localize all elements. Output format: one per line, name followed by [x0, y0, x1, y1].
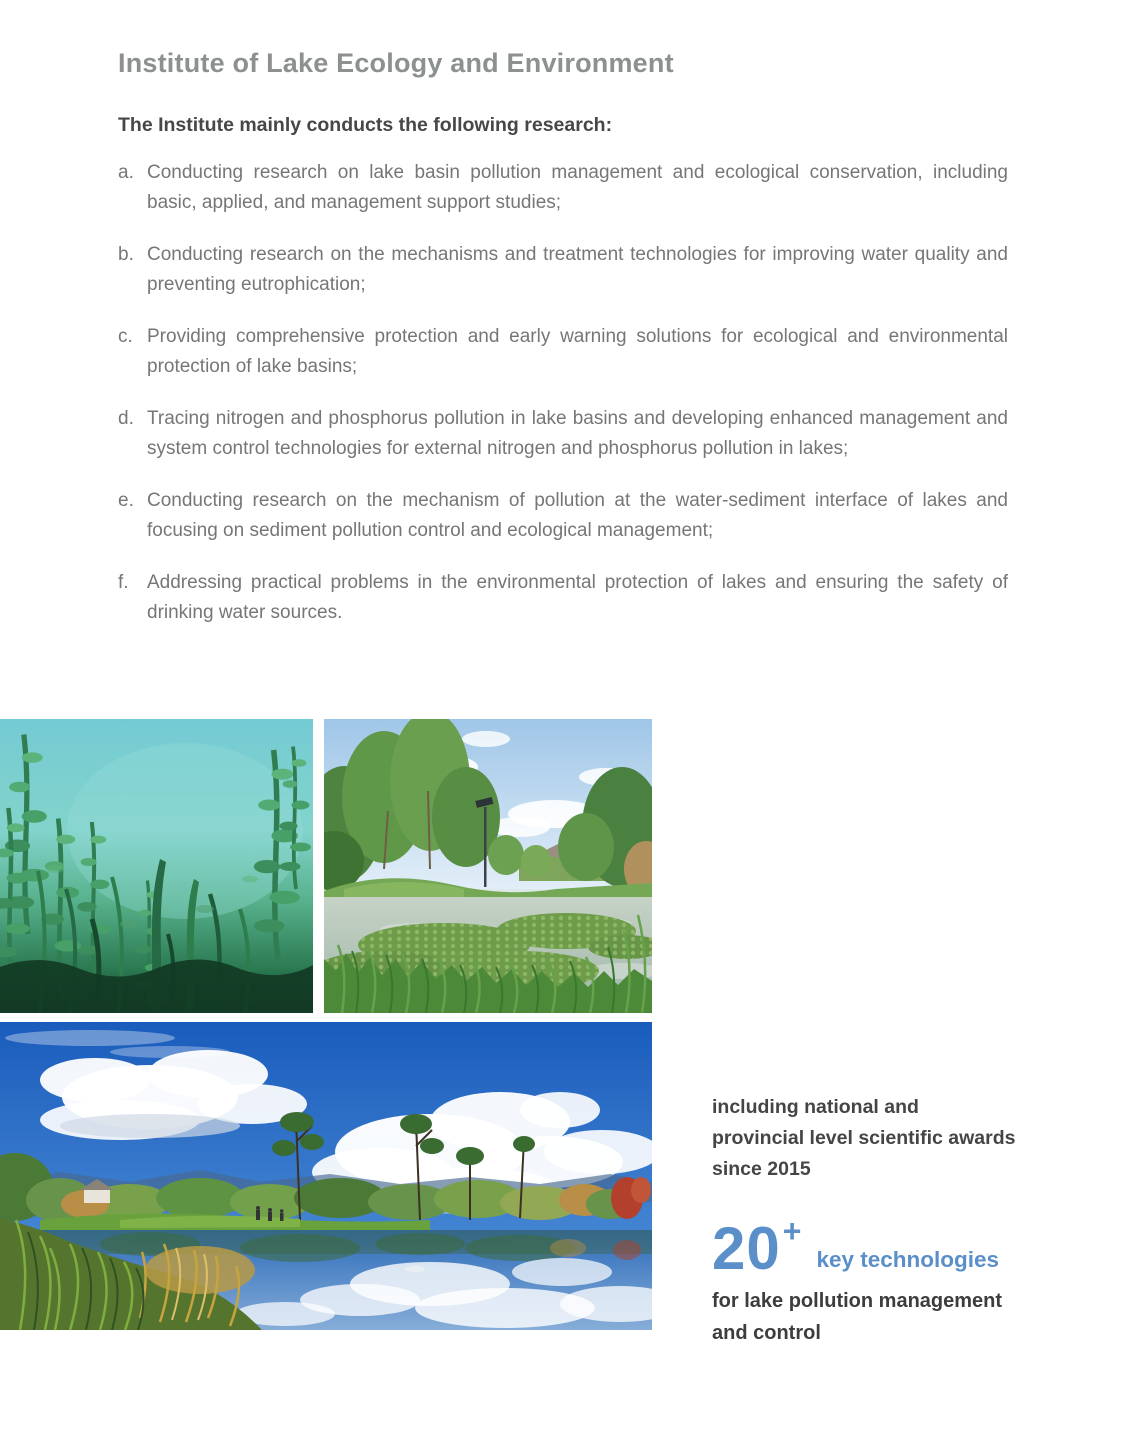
research-item-c — [118, 322, 1008, 382]
research-item-e — [118, 486, 1008, 546]
awards-note-line: including national and — [712, 1096, 919, 1118]
intro-heading: The Institute mainly conducts the following research: — [118, 114, 613, 136]
research-item-a — [118, 158, 1008, 218]
item-marker: a. — [118, 162, 134, 183]
item-marker: c. — [118, 326, 133, 347]
research-item-d — [118, 404, 1008, 464]
photo-underwater-aquatic-plants — [0, 719, 313, 1013]
photo-lake-landscape — [0, 1022, 652, 1330]
research-item-f — [118, 568, 1008, 628]
stat-caption-line: and control — [712, 1322, 821, 1344]
item-text: Addressing practical problems in the environmental protection of lakes and ensuring the safety of drinking water sources. — [147, 572, 1008, 623]
stat-caption-line: for lake pollution management — [712, 1290, 1003, 1312]
item-text: Conducting research on lake basin pollution management and ecological conservation, including basic, applied, and management support studies; — [147, 162, 1008, 213]
stat-label: key technologies — [816, 1247, 999, 1272]
item-text: Providing comprehensive protection and early warning solutions for ecological and environmental protection of lake basins; — [147, 326, 1008, 377]
stat-caption — [712, 1285, 1032, 1349]
awards-note-line: since 2015 — [712, 1158, 811, 1180]
research-list — [118, 158, 1008, 650]
item-text: Conducting research on the mechanism of pollution at the water-sediment interface of lakes and focusing on sediment pollution control and ecological management; — [147, 490, 1008, 541]
page-title: Institute of Lake Ecology and Environment — [118, 48, 674, 78]
item-marker: e. — [118, 490, 134, 511]
photo-wetland-lily-pond — [324, 719, 652, 1013]
item-marker: d. — [118, 408, 134, 429]
research-item-b — [118, 240, 1008, 300]
awards-note — [712, 1092, 1032, 1185]
item-text: Conducting research on the mechanisms and treatment technologies for improving water quality and preventing eutrophication; — [147, 244, 1008, 295]
stat-block — [712, 1213, 1042, 1282]
stat-plus-sign: + — [782, 1213, 802, 1249]
item-text: Tracing nitrogen and phosphorus pollution in lake basins and developing enhanced management and system control technologies for external nitrogen and phosphorus pollution in lakes; — [147, 408, 1008, 459]
stat-number: 20+ — [712, 1213, 802, 1282]
item-marker: b. — [118, 244, 134, 265]
item-marker: f. — [118, 572, 129, 593]
awards-note-line: provincial level scientific awards — [712, 1127, 1016, 1149]
